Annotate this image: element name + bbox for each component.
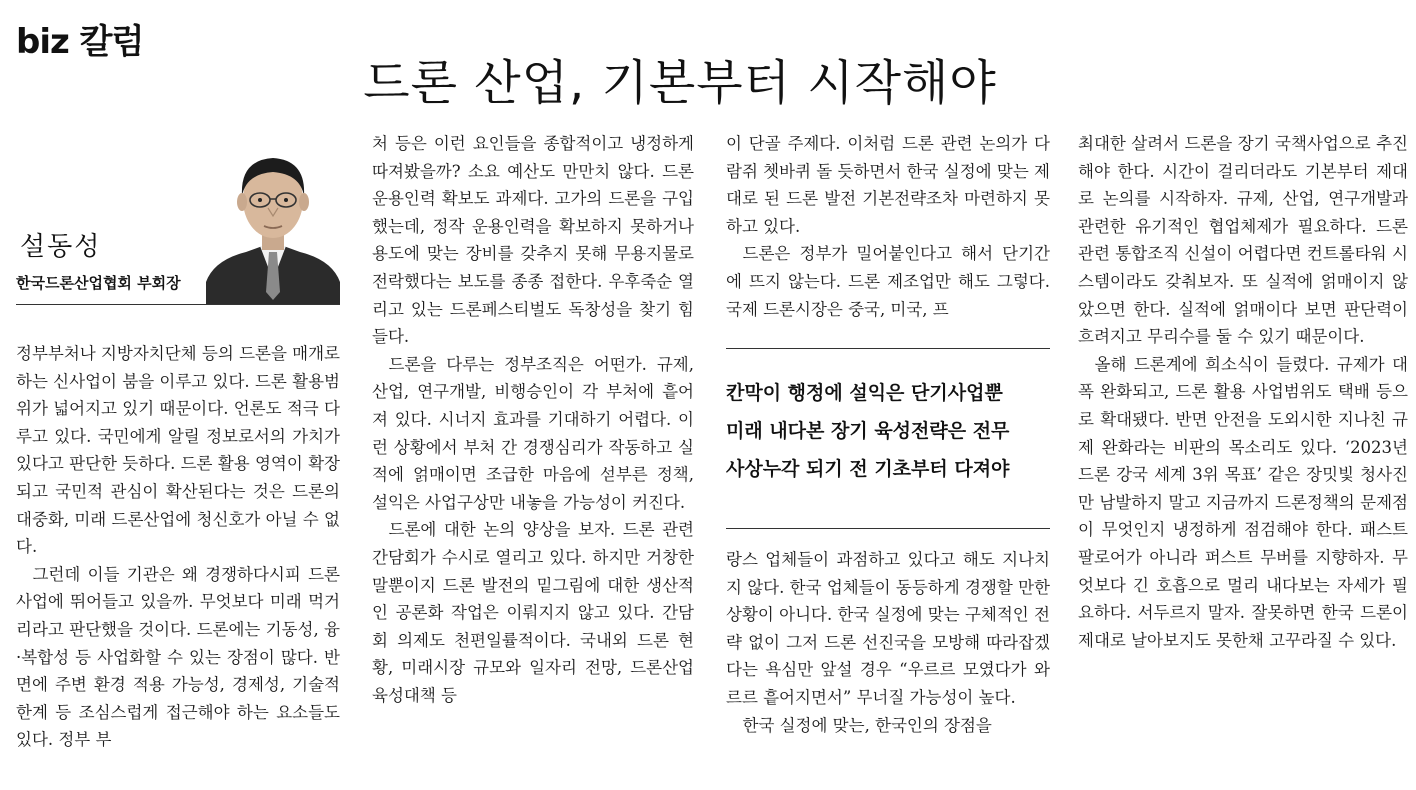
paragraph: 랑스 업체들이 과점하고 있다고 해도 지나치지 않다. 한국 업체들이 동등하게 경쟁할 만한 상황이 아니다. 한국 실정에 맞는 구체적인 전략 없이 그저 드론 선진국을 모방해 따라잡겠다는 욕심만 앞설 경우 “우르르 모였다가 와르르 흩어지면서” 무너질 가능성이 높다. — [726, 550, 1050, 707]
author-title: 한국드론산업협회 부회장 — [16, 274, 181, 292]
headline: 드론 산업, 기본부터 시작해야 — [363, 55, 997, 112]
section-label: biz 칼럼 — [16, 22, 144, 62]
paragraph: 그런데 이들 기관은 왜 경쟁하다시피 드론 사업에 뛰어들고 있을까. 무엇보다 미래 먹거리라고 판단했을 것이다. 드론에는 기동성, 융·복합성 등 사업화할 수 있는 장점이 많다. 반면에 주변 환경 적용 가능성, 경제성, 기술적 한계 등 조심스럽게 접근해야 하는 요소들도 있다. 정부 부 — [16, 564, 340, 750]
pull-quote-line: 사상누각 되기 전 기초부터 다져야 — [726, 458, 1010, 480]
body-column-3-top — [726, 130, 1050, 323]
paragraph: 올해 드론계에 희소식이 들렸다. 규제가 대폭 완화되고, 드론 활용 사업범위도 택배 등으로 확대됐다. 반면 안전을 도외시한 지나친 규제 완화라는 비판의 목소리도 있다. ‘2023년 드론 강국 세계 3위 목표’ 같은 장밋빛 청사진만 남발하지 말고 지금까지 드론정책의 문제점이 무엇인지 냉정하게 점검해야 한다. 패스트 팔로어가 아니라 퍼스트 무버를 지향하자. 무엇보다 긴 호흡으로 멀리 내다보는 자세가 필요하다. 서두르지 말자. 잘못하면 한국 드론이 제대로 날아보지도 못한채 고꾸라질 수 있다. — [1078, 354, 1408, 650]
author-name: 설동성 — [20, 232, 102, 262]
author-portrait — [206, 132, 340, 304]
paragraph: 한국 실정에 맞는, 한국인의 장점을 — [742, 715, 992, 735]
pull-quote-line: 미래 내다본 장기 육성전략은 전무 — [726, 420, 1010, 442]
paragraph: 정부부처나 지방자치단체 등의 드론을 매개로 하는 신사업이 붐을 이루고 있다. 드론 활용범위가 넓어지고 있기 때문이다. 언론도 적극 다루고 있다. 국민에게 알릴 정보로서의 가치가 있다고 판단한 듯하다. 드론 활용 영역이 확장되고 국민적 관심이 확산된다는 것은 드론의 대중화, 미래 드론산업에 청신호가 아닐 수 없다. — [16, 344, 340, 557]
paragraph: 최대한 살려서 드론을 장기 국책사업으로 추진해야 한다. 시간이 걸리더라도 기본부터 제대로 논의를 시작하자. 규제, 산업, 연구개발과 관련한 유기적인 협업체제가 필요하다. 드론 관련 통합조직 신설이 어렵다면 컨트롤타워 시스템이라도 갖춰보자. 또 실적에 얽매이지 않았으면 한다. 실적에 얽매이다 보면 판단력이 흐려지고 무리수를 둘 수 있기 때문이다. — [1078, 134, 1408, 347]
paragraph: 드론은 정부가 밀어붙인다고 해서 단기간에 뜨지 않는다. 드론 제조업만 해도 그렇다. 국제 드론시장은 중국, 미국, 프 — [726, 244, 1050, 319]
author-box — [16, 132, 340, 305]
paragraph: 이 단골 주제다. 이처럼 드론 관련 논의가 다람쥐 쳇바퀴 돌 듯하면서 한국 실정에 맞는 제대로 된 드론 발전 기본전략조차 마련하지 못하고 있다. — [726, 134, 1050, 236]
paragraph: 처 등은 이런 요인들을 종합적이고 냉정하게 따져봤을까? 소요 예산도 만만치 않다. 드론 운용인력 확보도 과제다. 고가의 드론을 구입했는데, 정작 운용인력을 확보하지 못하거나 용도에 맞는 장비를 갖추지 못해 무용지물로 전락했다는 보도를 종종 접한다. 우후죽순 열리고 있는 드론페스티벌도 독창성을 찾기 힘들다. — [372, 134, 694, 347]
body-column-1 — [16, 340, 340, 754]
pull-quote — [726, 374, 1050, 488]
body-column-2 — [372, 130, 694, 709]
paragraph: 드론을 다루는 정부조직은 어떤가. 규제, 산업, 연구개발, 비행승인이 각 부처에 흩어져 있다. 시너지 효과를 기대하기 어렵다. 이런 상황에서 부처 간 경쟁심리가 작동하고 실적에 얽매이면 조급한 마음에 섣부른 정책, 설익은 사업구상만 내놓을 가능성이 커진다. — [372, 354, 694, 512]
body-column-4 — [1078, 130, 1408, 654]
pull-quote-top-rule — [726, 348, 1050, 349]
paragraph: 드론에 대한 논의 양상을 보자. 드론 관련 간담회가 수시로 열리고 있다. 하지만 거창한 말뿐이지 드론 발전의 밑그림에 대한 생산적인 공론화 작업은 이뤄지지 않고 있다. 간담회 의제도 천편일률적이다. 국내외 드론 현황, 미래시장 규모와 일자리 전망, 드론산업 육성대책 등 — [372, 520, 694, 705]
body-column-3-bottom — [726, 546, 1050, 739]
pull-quote-bottom-rule — [726, 528, 1050, 529]
pull-quote-line: 칸막이 행정에 설익은 단기사업뿐 — [726, 382, 1003, 404]
